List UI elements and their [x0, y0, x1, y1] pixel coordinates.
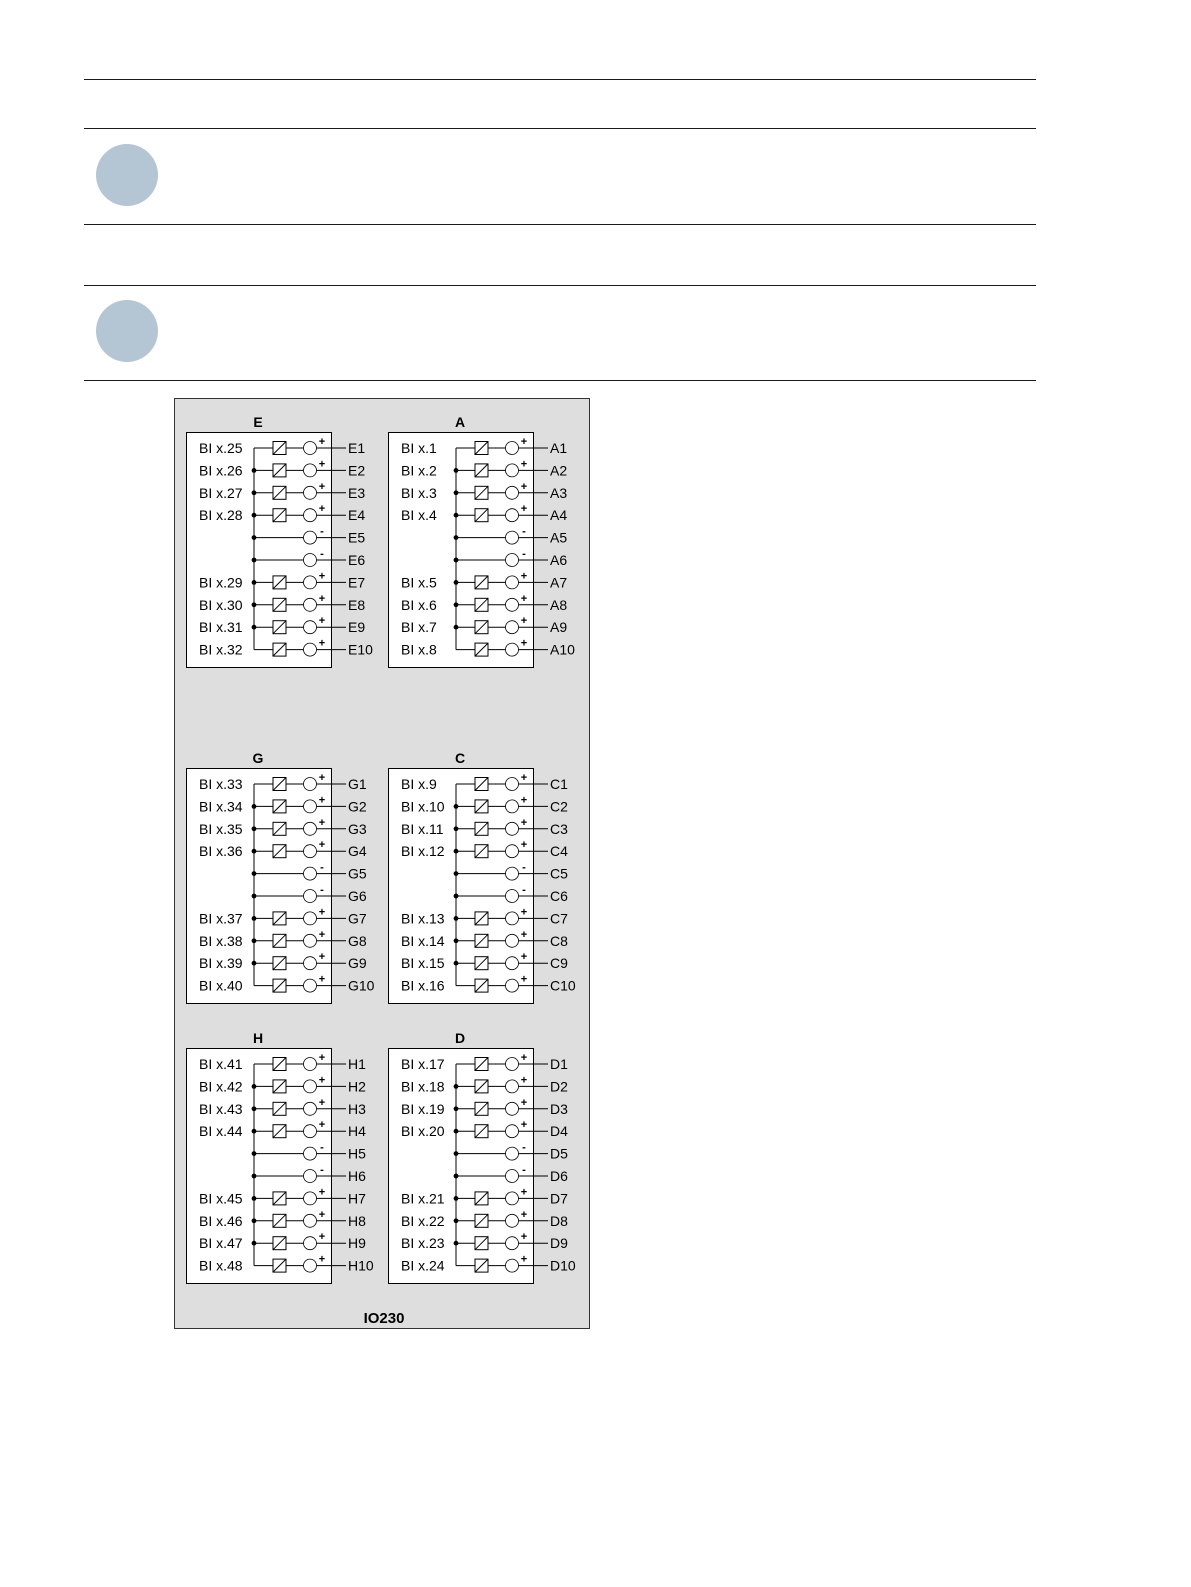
terminal-circle	[304, 576, 317, 589]
binary-input-label: BI x.17	[401, 1056, 445, 1072]
binary-input-label: BI x.48	[199, 1257, 243, 1274]
plus-sign: +	[520, 1231, 528, 1244]
plus-sign: +	[318, 1096, 326, 1109]
terminal-label: G9	[348, 955, 367, 972]
junction-dot	[454, 513, 459, 518]
junction-dot	[252, 468, 257, 473]
terminal-circle	[506, 778, 519, 791]
block-title: D	[454, 1030, 466, 1046]
plus-sign: +	[318, 615, 326, 628]
terminal-circle	[304, 979, 317, 992]
terminal-label: C8	[550, 932, 568, 949]
junction-dot	[454, 1129, 459, 1134]
junction-dot	[252, 1196, 257, 1201]
terminal-circle	[506, 1125, 519, 1138]
terminal-circle	[506, 845, 519, 858]
terminal-label: A2	[550, 462, 568, 479]
terminal-label: D2	[550, 1078, 568, 1095]
minus-sign: -	[522, 548, 526, 560]
junction-dot	[252, 1241, 257, 1246]
plus-sign: +	[520, 1186, 528, 1199]
terminal-circle	[304, 1102, 317, 1115]
junction-dot	[454, 1106, 459, 1111]
terminal-label: G10	[348, 977, 375, 994]
binary-input-label: BI x.46	[199, 1212, 243, 1229]
terminal-circle	[506, 934, 519, 947]
minus-sign: -	[522, 525, 526, 538]
terminal-circle	[304, 509, 317, 522]
plus-sign: +	[318, 1231, 326, 1244]
terminal-circle	[304, 1214, 317, 1227]
terminal-circle	[304, 1058, 317, 1071]
plus-sign: +	[520, 1052, 528, 1064]
terminal-label: A10	[550, 641, 575, 658]
terminal-circle	[304, 890, 317, 903]
plus-sign: +	[318, 570, 326, 583]
plus-sign: +	[318, 1074, 326, 1087]
plus-sign: +	[520, 436, 528, 448]
plus-sign: +	[520, 816, 528, 829]
binary-input-label: BI x.41	[199, 1056, 243, 1072]
terminal-circle	[304, 1192, 317, 1205]
terminal-label: A3	[550, 484, 568, 501]
minus-sign: -	[522, 884, 526, 896]
terminal-circle	[304, 621, 317, 634]
plus-sign: +	[318, 951, 326, 964]
terminal-circle	[506, 598, 519, 611]
plus-sign: +	[318, 1119, 326, 1132]
plus-sign: +	[520, 906, 528, 919]
binary-input-label: BI x.32	[199, 641, 243, 658]
binary-input-label: BI x.42	[199, 1078, 243, 1095]
binary-input-label: BI x.30	[199, 596, 243, 613]
terminal-label: G1	[348, 776, 367, 792]
junction-dot	[252, 871, 257, 876]
terminal-label: D4	[550, 1123, 568, 1140]
junction-dot	[252, 602, 257, 607]
terminal-circle	[506, 1080, 519, 1093]
plus-sign: +	[318, 1208, 326, 1221]
plus-sign: +	[318, 973, 326, 986]
terminal-circle	[506, 867, 519, 880]
plus-sign: +	[318, 816, 326, 829]
terminal-circle	[506, 957, 519, 970]
terminal-label: H6	[348, 1168, 366, 1184]
binary-input-label: BI x.33	[199, 776, 243, 792]
terminal-circle	[506, 1058, 519, 1071]
terminal-label: A7	[550, 574, 568, 591]
terminal-label: C6	[550, 888, 568, 904]
terminal-label: D1	[550, 1056, 568, 1072]
terminal-circle	[506, 576, 519, 589]
plus-sign: +	[318, 1052, 326, 1064]
binary-input-label: BI x.15	[401, 955, 445, 972]
junction-dot	[252, 849, 257, 854]
terminal-circle	[304, 1147, 317, 1160]
plus-sign: +	[520, 1119, 528, 1132]
plus-sign: +	[520, 951, 528, 964]
terminal-circle	[304, 934, 317, 947]
terminal-label: G8	[348, 932, 367, 949]
plus-sign: +	[318, 436, 326, 448]
terminal-circle	[506, 1259, 519, 1272]
minus-sign: -	[320, 1141, 324, 1154]
binary-input-label: BI x.40	[199, 977, 243, 994]
terminal-circle	[304, 867, 317, 880]
terminal-label: H10	[348, 1257, 374, 1274]
plus-sign: +	[520, 928, 528, 941]
plus-sign: +	[318, 503, 326, 516]
terminal-label: C9	[550, 955, 568, 972]
junction-dot	[454, 826, 459, 831]
junction-dot	[454, 1196, 459, 1201]
terminal-label: C7	[550, 910, 568, 927]
junction-dot	[252, 1174, 257, 1179]
junction-dot	[454, 1151, 459, 1156]
junction-dot	[252, 938, 257, 943]
plus-sign: +	[318, 794, 326, 807]
terminal-circle	[304, 486, 317, 499]
terminal-circle	[304, 822, 317, 835]
terminal-label: E10	[348, 641, 373, 658]
junction-dot	[454, 625, 459, 630]
terminal-label: A8	[550, 596, 568, 613]
plus-sign: +	[520, 592, 528, 605]
terminal-circle	[506, 1102, 519, 1115]
binary-input-label: BI x.45	[199, 1190, 243, 1207]
junction-dot	[454, 849, 459, 854]
junction-dot	[454, 1084, 459, 1089]
terminal-label: G3	[348, 820, 367, 837]
binary-input-label: BI x.3	[401, 484, 437, 501]
junction-dot	[252, 894, 257, 899]
terminal-circle	[304, 1125, 317, 1138]
binary-input-label: BI x.12	[401, 843, 445, 860]
junction-dot	[252, 804, 257, 809]
minus-sign: -	[320, 1164, 324, 1176]
terminal-label: G5	[348, 865, 367, 882]
plus-sign: +	[318, 592, 326, 605]
plus-sign: +	[520, 1208, 528, 1221]
junction-dot	[454, 894, 459, 899]
terminal-label: D7	[550, 1190, 568, 1207]
binary-input-label: BI x.39	[199, 955, 243, 972]
plus-sign: +	[520, 973, 528, 986]
plus-sign: +	[520, 839, 528, 852]
terminal-label: A1	[550, 440, 568, 456]
plus-sign: +	[520, 570, 528, 583]
junction-dot	[252, 1129, 257, 1134]
binary-input-label: BI x.6	[401, 596, 437, 613]
terminal-circle	[506, 1214, 519, 1227]
plus-sign: +	[318, 637, 326, 650]
terminal-label: G2	[348, 798, 367, 815]
terminal-circle	[506, 890, 519, 903]
terminal-circle	[304, 1080, 317, 1093]
binary-input-label: BI x.18	[401, 1078, 445, 1095]
binary-input-label: BI x.31	[199, 619, 243, 636]
block-title: C	[454, 750, 466, 766]
binary-input-label: BI x.4	[401, 507, 437, 524]
plus-sign: +	[318, 480, 326, 493]
terminal-circle	[304, 554, 317, 567]
block-title: A	[454, 414, 466, 430]
terminal-circle	[304, 531, 317, 544]
binary-input-label: BI x.16	[401, 977, 445, 994]
binary-input-label: BI x.27	[199, 484, 243, 501]
terminal-label: D5	[550, 1145, 568, 1162]
terminal-circle	[506, 979, 519, 992]
junction-dot	[454, 1241, 459, 1246]
junction-dot	[454, 535, 459, 540]
junction-dot	[252, 826, 257, 831]
junction-dot	[252, 961, 257, 966]
junction-dot	[454, 938, 459, 943]
terminal-circle	[506, 822, 519, 835]
terminal-label: A6	[550, 552, 568, 568]
binary-input-label: BI x.23	[401, 1235, 445, 1252]
binary-input-label: BI x.20	[401, 1123, 445, 1140]
junction-dot	[252, 625, 257, 630]
plus-sign: +	[520, 772, 528, 784]
junction-dot	[454, 961, 459, 966]
terminal-label: E6	[348, 552, 366, 568]
terminal-label: E7	[348, 574, 366, 591]
terminal-label: D8	[550, 1212, 568, 1229]
terminal-label: G4	[348, 843, 367, 860]
binary-input-label: BI x.22	[401, 1212, 445, 1229]
terminal-circle	[506, 1237, 519, 1250]
plus-sign: +	[318, 839, 326, 852]
terminal-circle	[304, 464, 317, 477]
plus-sign: +	[520, 637, 528, 650]
terminal-circle	[506, 486, 519, 499]
plus-sign: +	[318, 1253, 326, 1266]
binary-input-label: BI x.7	[401, 619, 437, 636]
terminal-circle	[506, 464, 519, 477]
terminal-label: A9	[550, 619, 568, 636]
junction-dot	[454, 1218, 459, 1223]
block-title: G	[252, 750, 264, 766]
junction-dot	[252, 1084, 257, 1089]
plus-sign: +	[318, 458, 326, 471]
terminal-circle	[304, 598, 317, 611]
junction-dot	[454, 580, 459, 585]
terminal-label: H4	[348, 1123, 366, 1140]
junction-dot	[252, 1106, 257, 1111]
terminal-label: C1	[550, 776, 568, 792]
plus-sign: +	[520, 615, 528, 628]
plus-sign: +	[520, 794, 528, 807]
junction-dot	[252, 558, 257, 563]
terminal-circle	[506, 1192, 519, 1205]
binary-input-label: BI x.9	[401, 776, 437, 792]
plus-sign: +	[318, 772, 326, 784]
binary-input-label: BI x.5	[401, 574, 437, 591]
binary-input-label: BI x.11	[401, 820, 444, 837]
terminal-circle	[304, 442, 317, 455]
binary-input-label: BI x.19	[401, 1100, 445, 1117]
junction-dot	[252, 1151, 257, 1156]
junction-dot	[454, 602, 459, 607]
terminal-label: H7	[348, 1190, 366, 1207]
binary-input-label: BI x.44	[199, 1123, 243, 1140]
binary-input-label: BI x.38	[199, 932, 243, 949]
binary-input-label: BI x.25	[199, 440, 243, 456]
terminal-circle	[304, 957, 317, 970]
minus-sign: -	[522, 1164, 526, 1176]
terminal-circle	[304, 1237, 317, 1250]
junction-dot	[454, 1174, 459, 1179]
plus-sign: +	[520, 458, 528, 471]
plus-sign: +	[318, 928, 326, 941]
device-label: IO230	[363, 1310, 405, 1327]
terminal-label: C10	[550, 977, 576, 994]
terminal-label: E2	[348, 462, 366, 479]
plus-sign: +	[520, 480, 528, 493]
terminal-label: E3	[348, 484, 366, 501]
plus-sign: +	[520, 1096, 528, 1109]
terminal-label: E8	[348, 596, 366, 613]
junction-dot	[252, 916, 257, 921]
terminal-circle	[304, 912, 317, 925]
plus-sign: +	[318, 1186, 326, 1199]
plus-sign: +	[520, 1253, 528, 1266]
junction-dot	[252, 1218, 257, 1223]
binary-input-label: BI x.10	[401, 798, 445, 815]
binary-input-label: BI x.35	[199, 820, 243, 837]
terminal-label: C5	[550, 865, 568, 882]
minus-sign: -	[522, 1141, 526, 1154]
terminal-circle	[304, 778, 317, 791]
junction-dot	[252, 513, 257, 518]
terminal-label: G6	[348, 888, 367, 904]
junction-dot	[454, 804, 459, 809]
terminal-label: H5	[348, 1145, 366, 1162]
binary-input-label: BI x.29	[199, 574, 243, 591]
terminal-label: D9	[550, 1235, 568, 1252]
terminal-circle	[506, 643, 519, 656]
terminal-label: G7	[348, 910, 367, 927]
terminal-circle	[506, 621, 519, 634]
terminal-circle	[506, 442, 519, 455]
terminal-label: H9	[348, 1235, 366, 1252]
binary-input-label: BI x.2	[401, 462, 437, 479]
junction-dot	[454, 558, 459, 563]
terminal-circle	[506, 554, 519, 567]
terminal-label: E1	[348, 440, 366, 456]
binary-input-label: BI x.13	[401, 910, 445, 927]
terminal-label: D10	[550, 1257, 576, 1274]
terminal-label: E4	[348, 507, 366, 524]
terminal-label: D3	[550, 1100, 568, 1117]
binary-input-label: BI x.34	[199, 798, 243, 815]
minus-sign: -	[320, 884, 324, 896]
terminal-label: H3	[348, 1100, 366, 1117]
terminal-label: A5	[550, 529, 568, 546]
terminal-circle	[304, 845, 317, 858]
binary-input-label: BI x.24	[401, 1257, 445, 1274]
binary-input-label: BI x.28	[199, 507, 243, 524]
terminal-circle	[304, 1259, 317, 1272]
terminal-circle	[506, 531, 519, 544]
binary-input-label: BI x.43	[199, 1100, 243, 1117]
minus-sign: -	[522, 861, 526, 874]
binary-input-label: BI x.8	[401, 641, 437, 658]
junction-dot	[252, 535, 257, 540]
terminal-label: E9	[348, 619, 366, 636]
terminal-label: H1	[348, 1056, 366, 1072]
terminal-circle	[506, 509, 519, 522]
terminal-label: C4	[550, 843, 568, 860]
binary-input-label: BI x.26	[199, 462, 243, 479]
terminal-label: C2	[550, 798, 568, 815]
terminal-circle	[506, 1147, 519, 1160]
binary-input-label: BI x.47	[199, 1235, 243, 1252]
minus-sign: -	[320, 548, 324, 560]
terminal-circle	[506, 1170, 519, 1183]
terminal-circle	[304, 1170, 317, 1183]
plus-sign: +	[520, 1074, 528, 1087]
binary-input-label: BI x.36	[199, 843, 243, 860]
terminal-label: D6	[550, 1168, 568, 1184]
junction-dot	[454, 871, 459, 876]
junction-dot	[454, 490, 459, 495]
block-title: E	[253, 414, 263, 430]
plus-sign: +	[520, 503, 528, 516]
binary-input-label: BI x.21	[401, 1190, 445, 1207]
binary-input-label: BI x.1	[401, 440, 437, 456]
binary-input-label: BI x.14	[401, 932, 445, 949]
binary-input-label: BI x.37	[199, 910, 243, 927]
terminal-label: H8	[348, 1212, 366, 1229]
terminal-circle	[304, 800, 317, 813]
plus-sign: +	[318, 906, 326, 919]
terminal-label: H2	[348, 1078, 366, 1095]
terminal-label: E5	[348, 529, 366, 546]
terminal-label: A4	[550, 507, 568, 524]
junction-dot	[252, 490, 257, 495]
junction-dot	[454, 916, 459, 921]
terminal-circle	[304, 643, 317, 656]
junction-dot	[454, 468, 459, 473]
junction-dot	[252, 580, 257, 585]
terminal-label: C3	[550, 820, 568, 837]
terminal-circle	[506, 800, 519, 813]
terminal-circle	[506, 912, 519, 925]
minus-sign: -	[320, 861, 324, 874]
minus-sign: -	[320, 525, 324, 538]
block-title: H	[252, 1030, 264, 1046]
